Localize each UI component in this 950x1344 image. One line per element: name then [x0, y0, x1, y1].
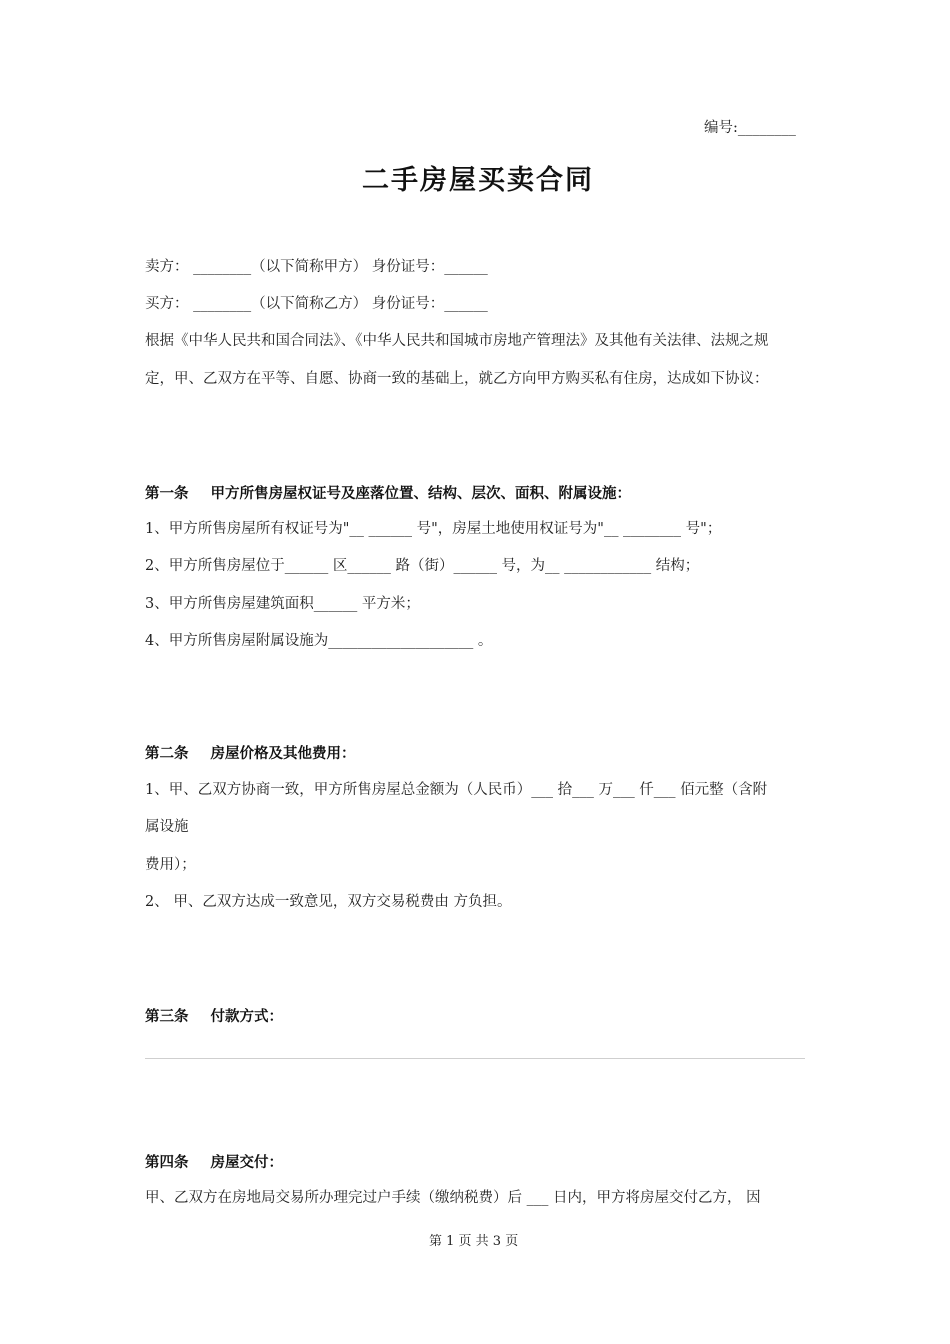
article-2-item-2: 2、 甲、乙双方达成一致意见，双方交易税费由 方负担。 — [145, 894, 512, 910]
article-3-title: 付款方式： — [210, 1009, 283, 1025]
article-2-item-1-line-2: 属设施 — [145, 819, 189, 835]
article-2-number: 第二条 — [145, 746, 189, 762]
payment-method-blank-line — [145, 1058, 805, 1059]
intro-paragraph-line-2: 定，甲、乙双方在平等、自愿、协商一致的基础上，就乙方向甲方购买私有住房，达成如下协议： — [145, 371, 769, 387]
article-1-number: 第一条 — [145, 486, 189, 502]
article-3-heading — [145, 1005, 283, 1026]
article-1-heading — [145, 482, 631, 503]
article-1-title: 甲方所售房屋权证号及座落位置、结构、层次、面积、附属设施： — [210, 486, 631, 502]
article-4-heading — [145, 1151, 283, 1172]
article-2-title: 房屋价格及其他费用： — [210, 746, 356, 762]
article-4-line-1: 甲、乙双方在房地局交易所办理完过户手续（缴纳税费）后 ___ 日内，甲方将房屋交付乙方， 因 — [145, 1190, 761, 1206]
article-4-title: 房屋交付： — [210, 1155, 283, 1171]
article-3-number: 第三条 — [145, 1009, 189, 1025]
buyer-line: 买方： ________（以下简称乙方） 身份证号：______ — [145, 296, 488, 312]
intro-paragraph-line-1: 根据《中华人民共和国合同法》、《中华人民共和国城市房地产管理法》及其他有关法律、法规之规 — [145, 333, 769, 349]
contract-number-label: 编号:________ — [704, 120, 796, 136]
seller-line: 卖方： ________（以下简称甲方） 身份证号：______ — [145, 259, 488, 275]
article-1-item-4: 4、甲方所售房屋附属设施为____________________ 。 — [145, 633, 493, 649]
page-footer: 第 1 页 共 3 页 — [429, 1234, 519, 1249]
article-1-item-1: 1、甲方所售房屋所有权证号为"__ ______ 号"，房屋土地使用权证号为"__ ________ 号"； — [145, 521, 722, 537]
article-2-item-1-line-1: 1、甲、乙双方协商一致，甲方所售房屋总金额为（人民币）___ 拾___ 万___ 仟___ 佰元整（含附 — [145, 782, 768, 798]
article-1-item-3: 3、甲方所售房屋建筑面积______ 平方米； — [145, 596, 420, 612]
article-1-item-2: 2、甲方所售房屋位于______ 区______ 路（街）______ 号，为__ ____________ 结构； — [145, 558, 700, 574]
document-title: 二手房屋买卖合同 — [362, 165, 594, 196]
article-2-item-1-line-3: 费用）； — [145, 857, 196, 873]
article-2-heading — [145, 742, 356, 763]
article-4-number: 第四条 — [145, 1155, 189, 1171]
